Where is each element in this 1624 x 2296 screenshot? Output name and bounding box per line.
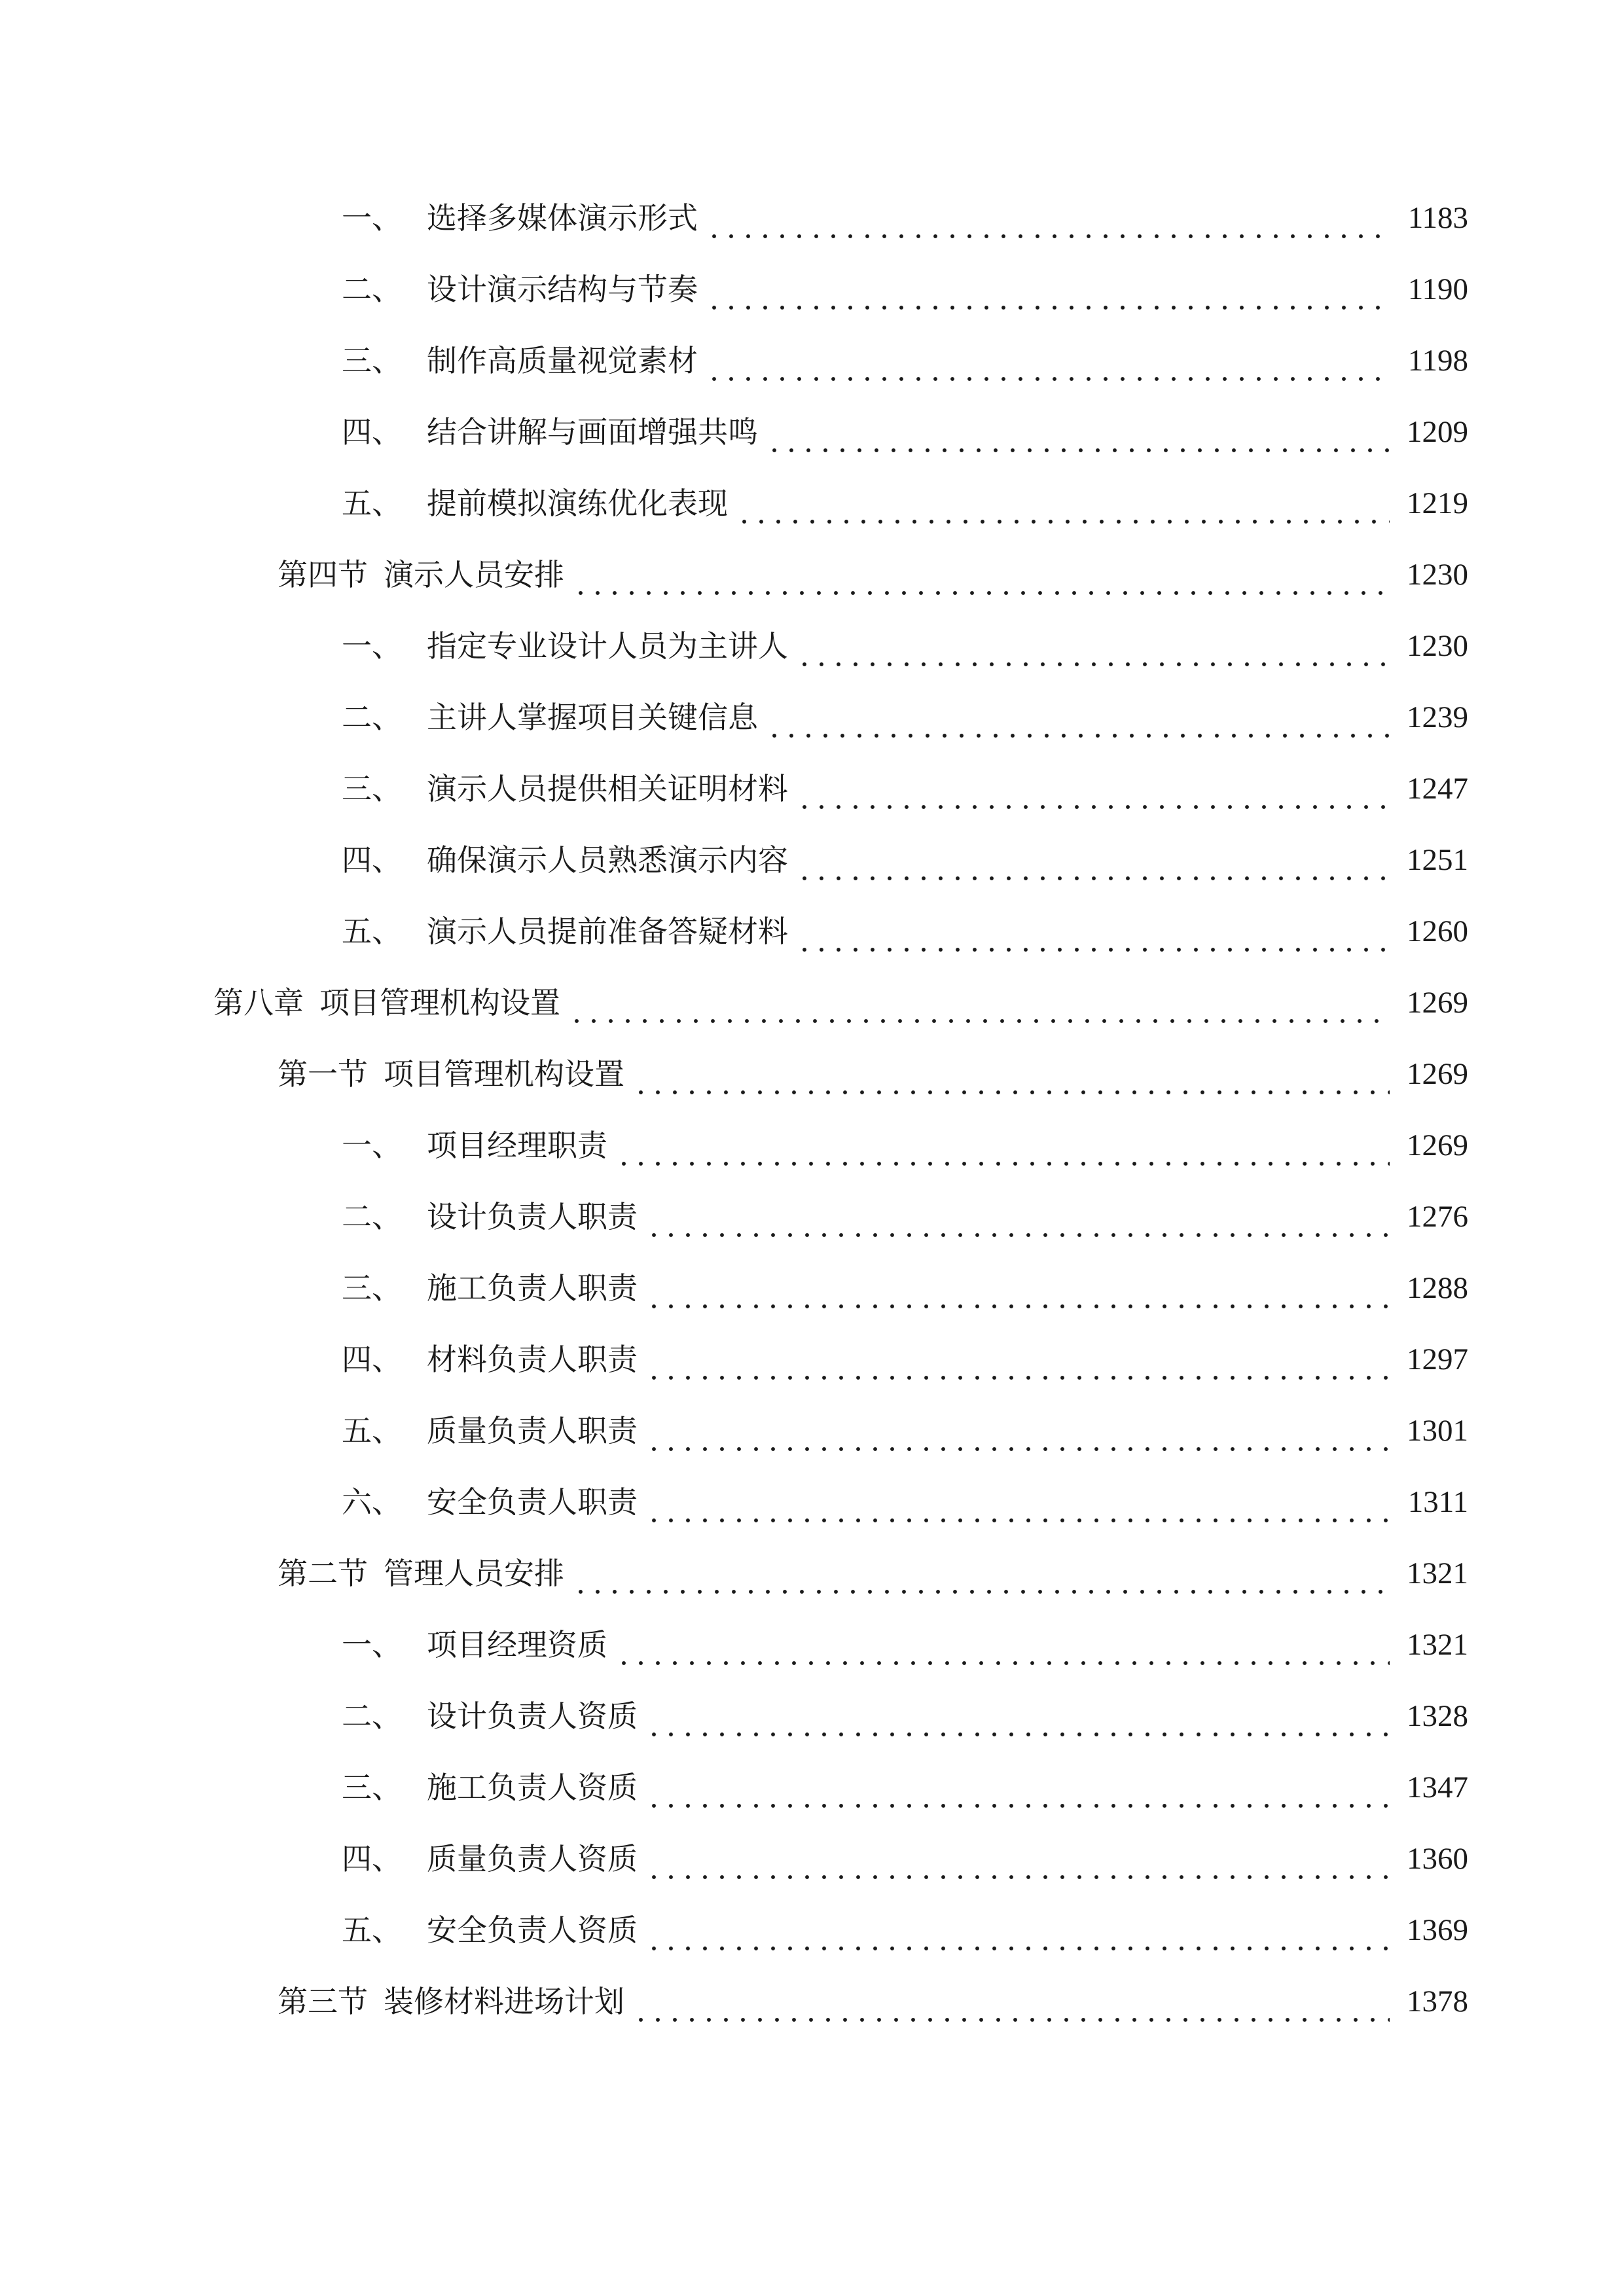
- toc-section-entry[interactable]: [278, 1547, 1468, 1600]
- toc-dot-leader: [645, 1405, 1390, 1457]
- toc-entry-page: 1311: [1407, 1485, 1468, 1519]
- toc-entry-title: 主讲人掌握项目关键信息: [427, 700, 758, 735]
- toc-entry-title: 安全负责人资质: [427, 1912, 638, 1948]
- toc-entry[interactable]: [342, 1904, 1468, 1956]
- toc-entry-title: 演示人员提供相关证明材料: [427, 771, 788, 806]
- toc-entry-page: 1209: [1407, 415, 1468, 449]
- toc-entry-title: 演示人员安排: [384, 557, 564, 592]
- toc-entry-title: 设计演示结构与节奏: [427, 272, 698, 307]
- toc-dot-leader: [706, 192, 1390, 244]
- toc-entry-title: 安全负责人职责: [427, 1484, 638, 1520]
- toc-entry[interactable]: [342, 192, 1468, 244]
- toc-entry-number: 二、: [342, 272, 402, 307]
- toc-dot-leader: [645, 1191, 1390, 1243]
- toc-section-prefix: 第三节: [278, 1984, 368, 2019]
- toc-entry[interactable]: [342, 1690, 1468, 1742]
- toc-entry-title: 项目经理资质: [427, 1627, 607, 1662]
- toc-entry-page: 1276: [1407, 1200, 1468, 1234]
- toc-section-prefix: 第二节: [278, 1556, 368, 1591]
- toc-section-entry[interactable]: [278, 1975, 1468, 2028]
- toc-entry-page: 1269: [1407, 1057, 1468, 1091]
- toc-entry-page: 1288: [1407, 1271, 1468, 1305]
- toc-chapter-prefix: 第八章: [213, 985, 304, 1020]
- toc-entry-title: 选择多媒体演示形式: [427, 200, 698, 236]
- toc-entry[interactable]: [342, 1262, 1468, 1314]
- toc-section-prefix: 第一节: [278, 1056, 368, 1092]
- toc-entry[interactable]: [342, 691, 1468, 744]
- toc-entry-page: 1219: [1407, 486, 1468, 520]
- toc-dot-leader: [645, 1476, 1390, 1528]
- toc-entry-number: 二、: [342, 1698, 402, 1734]
- toc-entry-title: 施工负责人职责: [427, 1270, 638, 1306]
- toc-dot-leader: [796, 620, 1390, 672]
- toc-entry-number: 五、: [342, 914, 402, 949]
- toc-entry-title: 质量负责人资质: [427, 1841, 638, 1876]
- toc-dot-leader: [796, 762, 1390, 815]
- toc-dot-leader: [645, 1690, 1390, 1742]
- toc-entry-title: 演示人员提前准备答疑材料: [427, 914, 788, 949]
- toc-entry-number: 一、: [342, 1627, 402, 1662]
- toc-entry-page: 1247: [1407, 772, 1468, 806]
- toc-entry-page: 1260: [1407, 914, 1468, 948]
- toc-entry-title: 设计负责人职责: [427, 1199, 638, 1234]
- toc-entry[interactable]: [342, 1405, 1468, 1457]
- toc-entry-title: 确保演示人员熟悉演示内容: [427, 842, 788, 878]
- toc-entry-page: 1369: [1407, 1913, 1468, 1947]
- toc-section-entry[interactable]: [278, 548, 1468, 601]
- toc-dot-leader: [645, 1761, 1390, 1814]
- toc-section-prefix: 第四节: [278, 557, 368, 592]
- toc-entry-page: 1360: [1407, 1842, 1468, 1876]
- toc-dot-leader: [796, 905, 1390, 958]
- toc-dot-leader: [706, 263, 1390, 315]
- toc-section-entry[interactable]: [278, 1048, 1468, 1100]
- toc-entry-number: 四、: [342, 1841, 402, 1876]
- toc-entry-title: 管理人员安排: [384, 1556, 564, 1591]
- toc-entry-page: 1321: [1407, 1556, 1468, 1590]
- toc-entry-title: 质量负责人职责: [427, 1413, 638, 1448]
- toc-entry[interactable]: [342, 905, 1468, 958]
- toc-dot-leader: [568, 977, 1390, 1029]
- toc-dot-leader: [615, 1619, 1390, 1671]
- toc-entry-number: 三、: [342, 343, 402, 378]
- toc-entry[interactable]: [342, 263, 1468, 315]
- toc-entry-number: 四、: [342, 1342, 402, 1377]
- toc-entry-number: 二、: [342, 1199, 402, 1234]
- toc-entry-page: 1301: [1407, 1414, 1468, 1448]
- toc-entry[interactable]: [342, 334, 1468, 387]
- toc-entry-number: 四、: [342, 414, 402, 450]
- toc-entry-number: 五、: [342, 1912, 402, 1948]
- toc-dot-leader: [736, 477, 1390, 529]
- toc-entry[interactable]: [342, 1761, 1468, 1814]
- toc-entry-title: 装修材料进场计划: [384, 1984, 624, 2019]
- toc-entry[interactable]: [342, 477, 1468, 529]
- toc-entry-page: 1297: [1407, 1342, 1468, 1376]
- toc-entry-number: 六、: [342, 1484, 402, 1520]
- toc-entry-page: 1230: [1407, 629, 1468, 663]
- toc-dot-leader: [645, 1833, 1390, 1885]
- toc-entry-page: 1183: [1407, 201, 1468, 235]
- toc-entry-number: 四、: [342, 842, 402, 878]
- toc-dot-leader: [632, 1975, 1390, 2028]
- toc-entry-title: 结合讲解与画面增强共鸣: [427, 414, 758, 450]
- toc-dot-leader: [645, 1904, 1390, 1956]
- toc-entry-number: 三、: [342, 771, 402, 806]
- toc-dot-leader: [615, 1119, 1390, 1172]
- toc-entry-page: 1230: [1407, 558, 1468, 592]
- toc-entry-title: 施工负责人资质: [427, 1770, 638, 1805]
- toc-dot-leader: [572, 1547, 1390, 1600]
- toc-entry-page: 1198: [1407, 344, 1468, 378]
- toc-entry-title: 制作高质量视觉素材: [427, 343, 698, 378]
- toc-entry-page: 1239: [1407, 700, 1468, 734]
- toc-entry-page: 1190: [1407, 272, 1468, 306]
- toc-entry-number: 一、: [342, 1128, 402, 1163]
- toc-entry[interactable]: [342, 1476, 1468, 1528]
- toc-entry-number: 五、: [342, 486, 402, 521]
- toc-entry-page: 1321: [1407, 1628, 1468, 1662]
- toc-dot-leader: [572, 548, 1390, 601]
- toc-entry-page: 1269: [1407, 1128, 1468, 1162]
- toc-entry-number: 三、: [342, 1270, 402, 1306]
- toc-entry[interactable]: [342, 1119, 1468, 1172]
- toc-entry-number: 一、: [342, 200, 402, 236]
- toc-entry-number: 二、: [342, 700, 402, 735]
- toc-entry-number: 五、: [342, 1413, 402, 1448]
- toc-dot-leader: [645, 1262, 1390, 1314]
- toc-entry-title: 指定专业设计人员为主讲人: [427, 628, 788, 664]
- toc-entry[interactable]: [342, 834, 1468, 886]
- toc-entry-title: 项目管理机构设置: [319, 985, 560, 1020]
- toc-entry-title: 项目管理机构设置: [384, 1056, 624, 1092]
- toc-dot-leader: [766, 691, 1390, 744]
- toc-entry-title: 提前模拟演练优化表现: [427, 486, 728, 521]
- toc-entry-page: 1269: [1407, 986, 1468, 1020]
- toc-entry[interactable]: [342, 1619, 1468, 1671]
- toc-chapter-entry[interactable]: [213, 977, 1468, 1029]
- toc-dot-leader: [766, 406, 1390, 458]
- toc-entry-title: 材料负责人职责: [427, 1342, 638, 1377]
- toc-entry-title: 项目经理职责: [427, 1128, 607, 1163]
- toc-entry-page: 1251: [1407, 843, 1468, 877]
- toc-entry-number: 三、: [342, 1770, 402, 1805]
- toc-entry[interactable]: [342, 762, 1468, 815]
- toc-dot-leader: [632, 1048, 1390, 1100]
- toc-entry-page: 1328: [1407, 1699, 1468, 1733]
- toc-entry[interactable]: [342, 406, 1468, 458]
- toc-entry-title: 设计负责人资质: [427, 1698, 638, 1734]
- toc-entry[interactable]: [342, 1191, 1468, 1243]
- toc-dot-leader: [706, 334, 1390, 387]
- toc-entry[interactable]: [342, 1833, 1468, 1885]
- toc-entry-page: 1347: [1407, 1770, 1468, 1804]
- toc-entry-page: 1378: [1407, 1984, 1468, 2018]
- toc-dot-leader: [645, 1333, 1390, 1386]
- toc-entry[interactable]: [342, 1333, 1468, 1386]
- toc-entry-number: 一、: [342, 628, 402, 664]
- toc-dot-leader: [796, 834, 1390, 886]
- toc-entry[interactable]: [342, 620, 1468, 672]
